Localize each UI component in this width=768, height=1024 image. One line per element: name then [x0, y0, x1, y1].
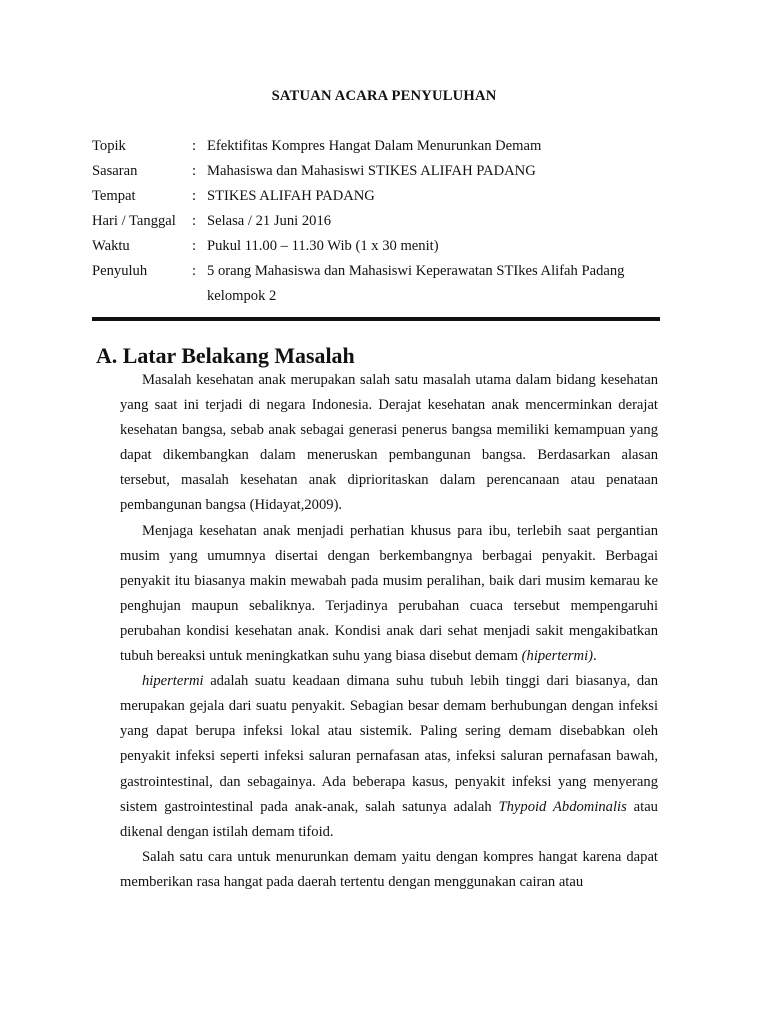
info-value: STIKES ALIFAH PADANG	[207, 188, 375, 204]
document-title: SATUAN ACARA PENYULUHAN	[271, 88, 497, 104]
paragraph-3-italic-term: hipertermi	[142, 673, 204, 690]
info-value: Selasa / 21 Juni 2016	[207, 213, 332, 229]
paragraph-2-italic: (hipertermi)	[521, 648, 593, 665]
info-colon: :	[192, 263, 197, 279]
info-label: Topik	[92, 138, 126, 154]
info-row-topik	[92, 134, 664, 159]
info-value: Efektifitas Kompres Hangat Dalam Menurunkan Demam	[207, 138, 542, 154]
info-label: Penyuluh	[92, 263, 148, 279]
info-colon: :	[192, 238, 197, 254]
section-heading: A. Latar Belakang Masalah	[96, 343, 355, 368]
info-row-hari-tanggal	[92, 209, 664, 234]
info-colon: :	[192, 188, 197, 204]
info-colon: :	[192, 163, 197, 179]
paragraph-3	[120, 669, 658, 845]
info-label: Waktu	[92, 238, 130, 254]
info-value: Mahasiswa dan Mahasiswi STIKES ALIFAH PADANG	[207, 163, 536, 179]
info-colon: :	[192, 138, 197, 154]
paragraph-3-text: adalah suatu keadaan dimana suhu tubuh lebih tinggi dari biasanya, dan merupakan gejala dari suatu penyakit. Sebagian besar demam berhubungan dengan infeksi yang dapat berupa infeksi lokal atau sistemik. Paling sering demam disebabkan oleh penyakit infeksi seperti infeksi saluran pernafasan atas, infeksi saluran pernafasan bawah, gastrointestinal, dan sebagainya. Ada beberapa kasus, penyakit infeksi yang menyerang sistem gastrointestinal pada anak-anak, salah satunya adalah	[120, 673, 658, 815]
paragraph-2-text: Menjaga kesehatan anak menjadi perhatian khusus para ibu, terlebih saat pergantian musim yang umumnya disertai dengan berkembangnya berbagai penyakit. Berbagai penyakit itu biasanya makin mewabah pada musim peralihan, baik dari musim kemarau ke penghujan maupun sebaliknya. Terjadinya perubahan cuaca tersebut mempengaruhi perubahan kondisi kesehatan anak. Kondisi anak dari sehat menjadi sakit mengakibatkan tubuh bereaksi untuk meningkatkan suhu yang biasa disebut demam	[120, 522, 658, 665]
info-row-continuation	[207, 284, 664, 309]
double-rule-divider	[92, 317, 660, 321]
body-text	[120, 368, 658, 895]
info-row-sasaran	[92, 159, 664, 184]
info-row-penyuluh	[92, 259, 664, 284]
info-value: Pukul 11.00 – 11.30 Wib (1 x 30 menit)	[207, 238, 439, 254]
info-label: Sasaran	[92, 163, 138, 179]
info-value-continuation: kelompok 2	[207, 288, 277, 304]
paragraph-3-italic-disease: Thypoid Abdominalis	[498, 798, 627, 815]
info-value: 5 orang Mahasiswa dan Mahasiswi Keperawatan STIkes Alifah Padang	[207, 263, 625, 279]
info-colon: :	[192, 213, 197, 229]
info-label: Hari / Tanggal	[92, 213, 176, 229]
info-row-tempat	[92, 184, 664, 209]
paragraph-3-text-end: atau dikenal dengan istilah demam tifoid.	[120, 798, 658, 840]
info-table	[92, 134, 664, 309]
info-row-waktu	[92, 234, 664, 259]
paragraph-4: Salah satu cara untuk menurunkan demam yaitu dengan kompres hangat karena dapat memberikan rasa hangat pada daerah tertentu dengan menggunakan cairan atau	[120, 848, 658, 890]
paragraph-2	[120, 519, 658, 670]
paragraph-2-end: .	[593, 648, 597, 665]
info-label: Tempat	[92, 188, 136, 204]
paragraph-1: Masalah kesehatan anak merupakan salah satu masalah utama dalam bidang kesehatan yang saat ini terjadi di negara Indonesia. Derajat kesehatan anak mencerminkan derajat kesehatan bangsa, sebab anak sebagai generasi penerus bangsa memiliki kemampuan yang dapat dikembangkan dalam meneruskan pembangunan bangsa. Berdasarkan alasan tersebut, masalah kesehatan anak diprioritaskan dalam perencanaan atau penataan pembangunan bangsa (Hidayat,2009).	[120, 372, 658, 514]
